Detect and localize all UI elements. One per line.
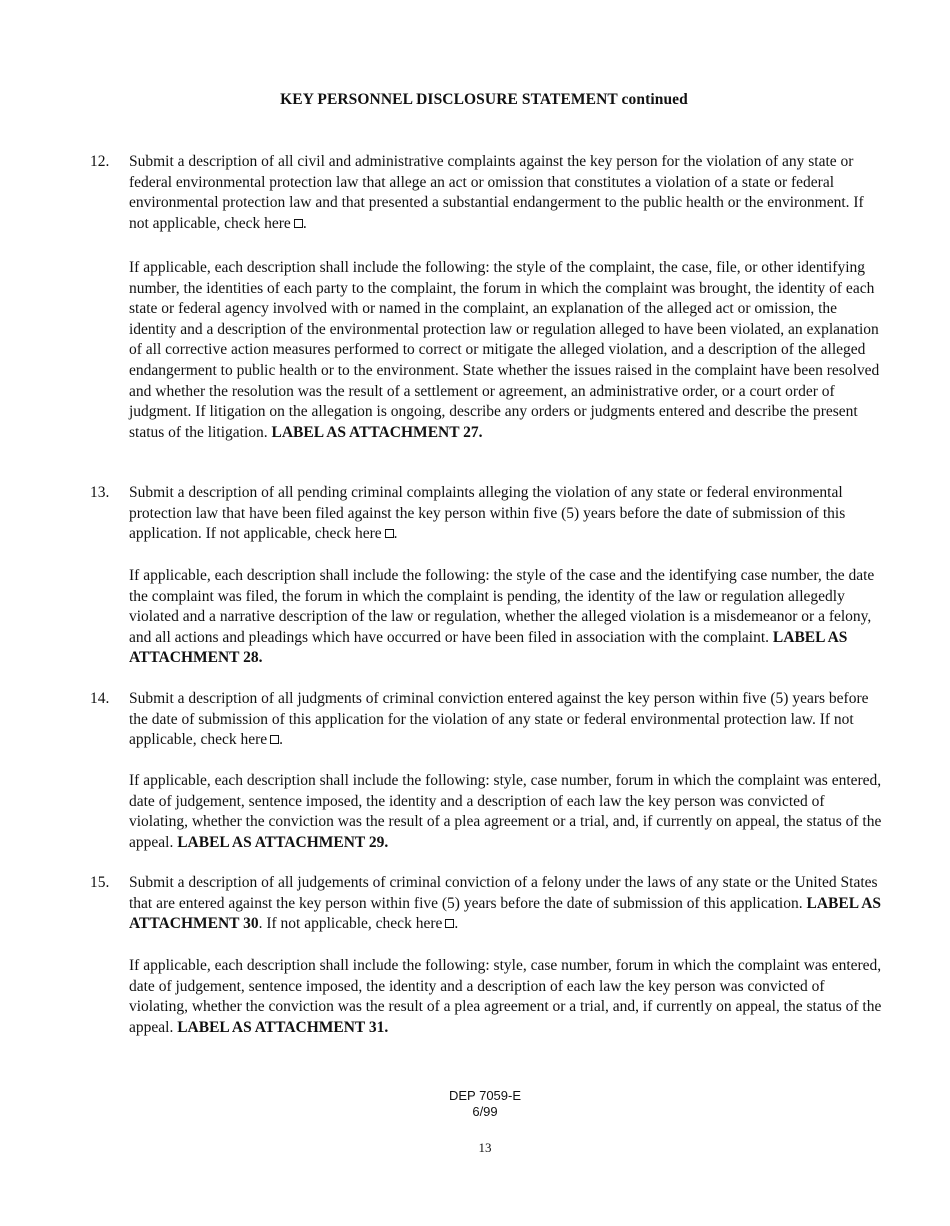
item-details-text: If applicable, each description shall include the following: the style of the complaint, the case, file, or other identifying number, the identities of each party to the complaint, the forum in which the complaint was brought, the identity of each state or federal agency involved with or named in the complaint, an explanation of the alleged act or omission, the identity and a description of the environmental protection law or regulation alleged to have been violated, an explanation of all corrective action measures performed to correct or mitigate the alleged violation, and a description of the alleged endangerment to public health or to the environment. State whether the issues raised in the complaint have been resolved and whether the resolution was the result of a settlement or agreement, an administrative order, or a court order of judgment. If litigation on the allegation is ongoing, describe any orders or judgments entered and describe the present status of the litigation. [129, 259, 880, 441]
item-paragraph: Submit a description of all civil and administrative complaints against the key person for the violation of any state or federal environmental protection law that allege an act or omission that constitutes a violation of a state or federal environmental protection law and that presented a substantial endangerment to the public health or the environment. If not applicable, check here . [129, 153, 864, 232]
item-number: 13. [90, 484, 110, 501]
attachment-label: LABEL AS ATTACHMENT 29. [177, 833, 389, 851]
attachment-label: LABEL AS ATTACHMENT 31. [177, 1018, 389, 1036]
page-number: 13 [478, 1140, 492, 1155]
item-details-text: If applicable, each description shall include the following: style, case number, forum in which the complaint was entered, date of judgement, sentence imposed, the identity and a description of each law the key person was convicted of violating, whether the conviction was the result of a plea agreement or a trial, and, if currently on appeal, the status of the appeal. [129, 772, 882, 851]
item-details-paragraph [129, 956, 882, 1038]
attachment-label: LABEL AS ATTACHMENT 30 [129, 894, 882, 933]
not-applicable-checkbox[interactable] [445, 919, 454, 928]
attachment-label: LABEL AS ATTACHMENT 27. [271, 423, 483, 441]
item-text: Submit a description of all civil and administrative complaints against the key person for the violation of any state or federal environmental protection law that allege an act or omission that constitutes a violation of a state or federal environmental protection law and that presented a substantial endangerment to the public health or the environment. If not applicable, check here [129, 153, 864, 232]
form-number: DEP 7059-E [448, 1088, 522, 1103]
item-text: Submit a description of all judgments of criminal conviction entered against the key person within five (5) years before the date of submission of this application for the violation of any state or federal environmental protection law. If not applicable, check here [129, 690, 869, 749]
not-applicable-checkbox[interactable] [294, 219, 303, 228]
not-applicable-checkbox[interactable] [385, 529, 394, 538]
form-footer [0, 1088, 950, 1120]
item-details-text: If applicable, each description shall include the following: the style of the case and the identifying case number, the date the complaint was filed, the forum in which the complaint is pending, the identity of the law or regulation allegedly violated and a narrative description of the law or regulation, whether the alleged violation is a misdemeanor or a felony, and all actions and pleadings which have occurred or have been filed in association with the complaint. [129, 567, 875, 646]
item-text: Submit a description of all judgements of criminal conviction of a felony under the laws of any state or the United States that are entered against the key person within five (5) years before the date of submission of this application. [129, 874, 878, 912]
item-details-text: If applicable, each description shall include the following: style, case number, forum in which the complaint was entered, date of judgement, sentence imposed, the identity and a description of each law the key person was convicted of violating, whether the conviction was the result of a plea agreement or a trial, and, if currently on appeal, the status of the appeal. [129, 957, 882, 1036]
page-title: KEY PERSONNEL DISCLOSURE STATEMENT continued [280, 91, 688, 108]
attachment-label: LABEL AS ATTACHMENT 28. [129, 628, 848, 667]
item-paragraph: Submit a description of all judgements of criminal conviction of a felony under the laws of any state or the United States that are entered against the key person within five (5) years before the date of submission of this application. LABEL AS ATTACHMENT 30. If not applicable, check here . [129, 874, 882, 933]
item-details-paragraph [129, 258, 882, 443]
item-paragraph: Submit a description of all pending criminal complaints alleging the violation of any state or federal environmental protection law that have been filed against the key person within five (5) years before the date of submission of this application. If not applicable, check here . [129, 484, 846, 543]
item-number: 14. [90, 690, 110, 707]
item-details-paragraph [129, 771, 882, 853]
form-date: 6/99 [472, 1104, 498, 1119]
item-number: 12. [90, 153, 110, 170]
item-text: Submit a description of all pending criminal complaints alleging the violation of any state or federal environmental protection law that have been filed against the key person within five (5) years before the date of submission of this application. If not applicable, check here [129, 484, 846, 543]
item-text-tail: . If not applicable, check here [258, 915, 443, 933]
item-number: 15. [90, 874, 110, 891]
item-paragraph: Submit a description of all judgments of criminal conviction entered against the key person within five (5) years before the date of submission of this application for the violation of any state or federal environmental protection law. If not applicable, check here . [129, 690, 869, 749]
not-applicable-checkbox[interactable] [270, 735, 279, 744]
item-details-paragraph [129, 566, 882, 669]
